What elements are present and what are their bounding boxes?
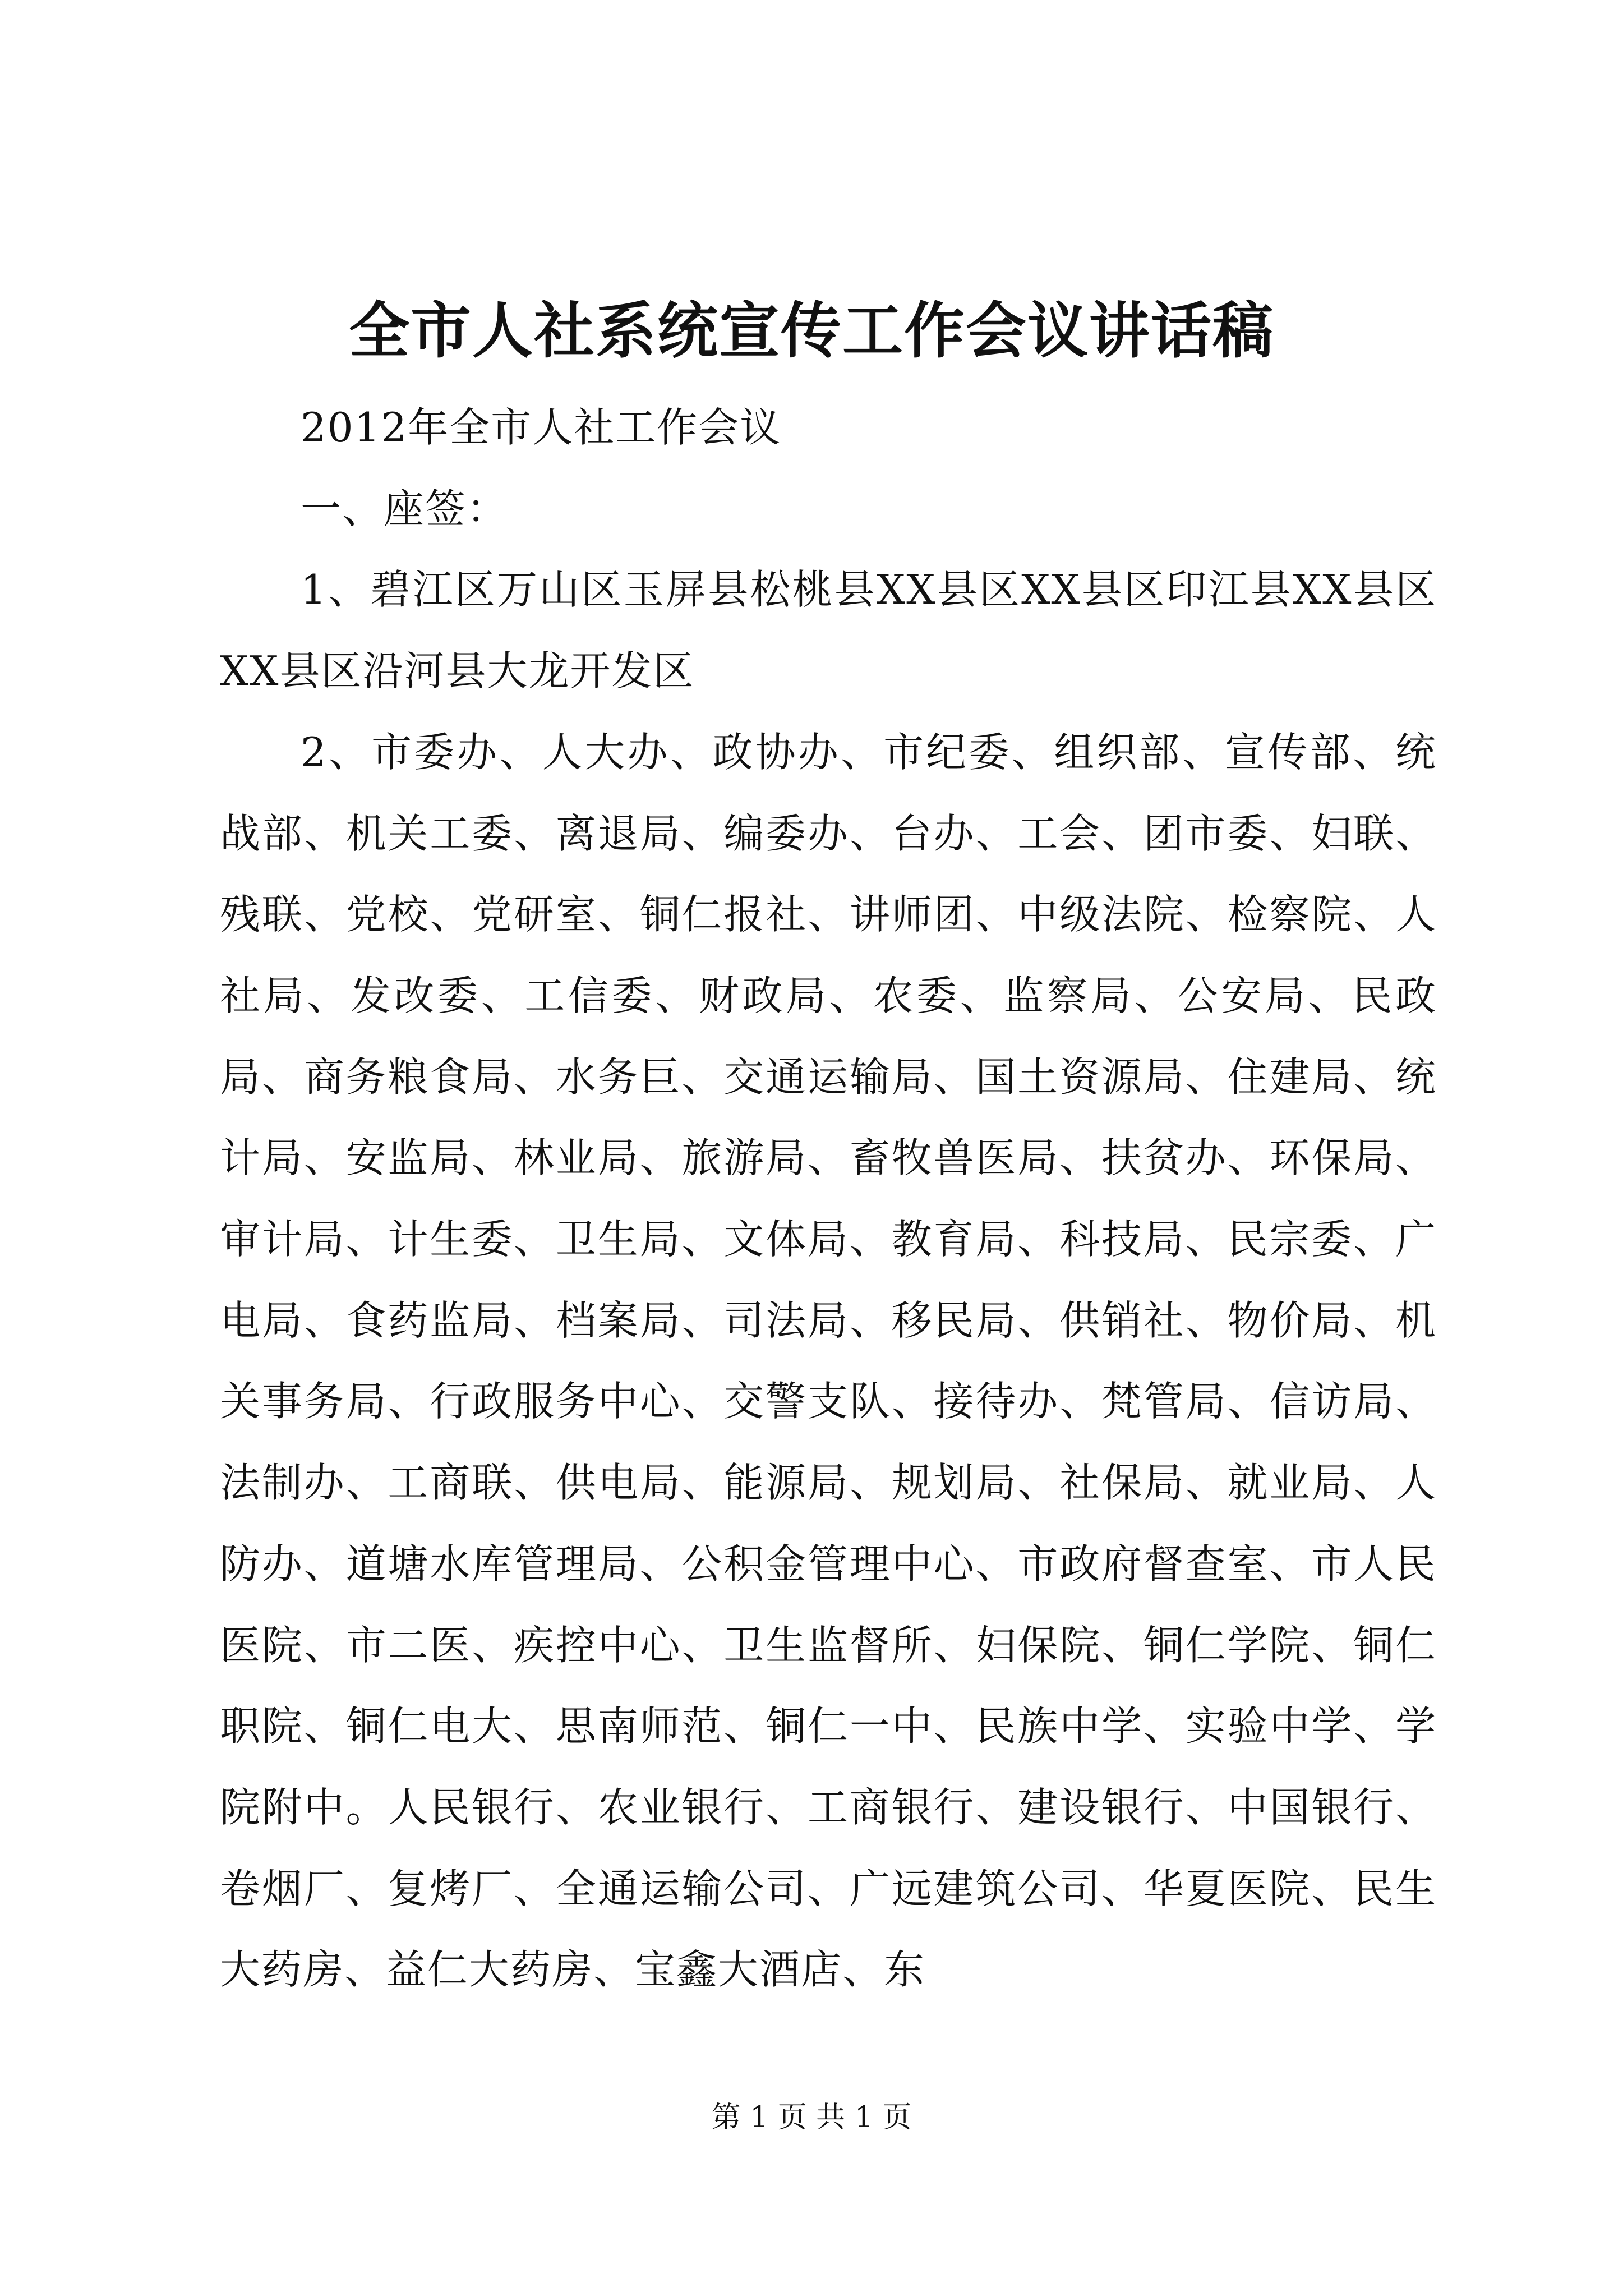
paragraph-section-heading: 一、座签： — [301, 485, 509, 532]
paragraph-departments: 2、市委办、人大办、政协办、市纪委、组织部、宣传部、统战部、机关工委、离退局、编委办、台办、工会、团市委、妇联、残联、党校、党研室、铜仁报社、讲师团、中级法院、检察院、人社局、发改委、工信委、财政局、农委、监察局、公安局、民政局、商务粮食局、水务巨、交通运输局、国土资源局、住建局、统计局、安监局、林业局、旅游局、畜牧兽医局、扶贫办、环保局、审计局、计生委、卫生局、文体局、教育局、科技局、民宗委、广电局、食药监局、档案局、司法局、移民局、供销社、物价局、机关事务局、行政服务中心、交警支队、接待办、梵管局、信访局、法制办、工商联、供电局、能源局、规划局、社保局、就业局、人防办、道塘水库管理局、公积金管理中心、市政府督查室、市人民医院、市二医、疾控中心、卫生监督所、妇保院、铜仁学院、铜仁职院、铜仁电大、思南师范、铜仁一中、民族中学、实验中学、学院附中。人民银行、农业银行、工商银行、建设银行、中国银行、卷烟厂、复烤厂、全通运输公司、广远建筑公司、华夏医院、民生大药房、益仁大药房、宝鑫大酒店、东 — [220, 728, 1437, 1994]
paragraph-districts: 1、碧江区万山区玉屏县松桃县XX县区XX县区印江县XX县区XX县区沿河县大龙开发区 — [220, 566, 1437, 695]
document-body — [220, 387, 1437, 2010]
paragraph-meeting: 2012年全市人社工作会议 — [301, 404, 782, 451]
page-footer: 第 1 页 共 1 页 — [711, 2101, 912, 2134]
document-title: 全市人社系统宣传工作会议讲话稿 — [348, 296, 1274, 366]
